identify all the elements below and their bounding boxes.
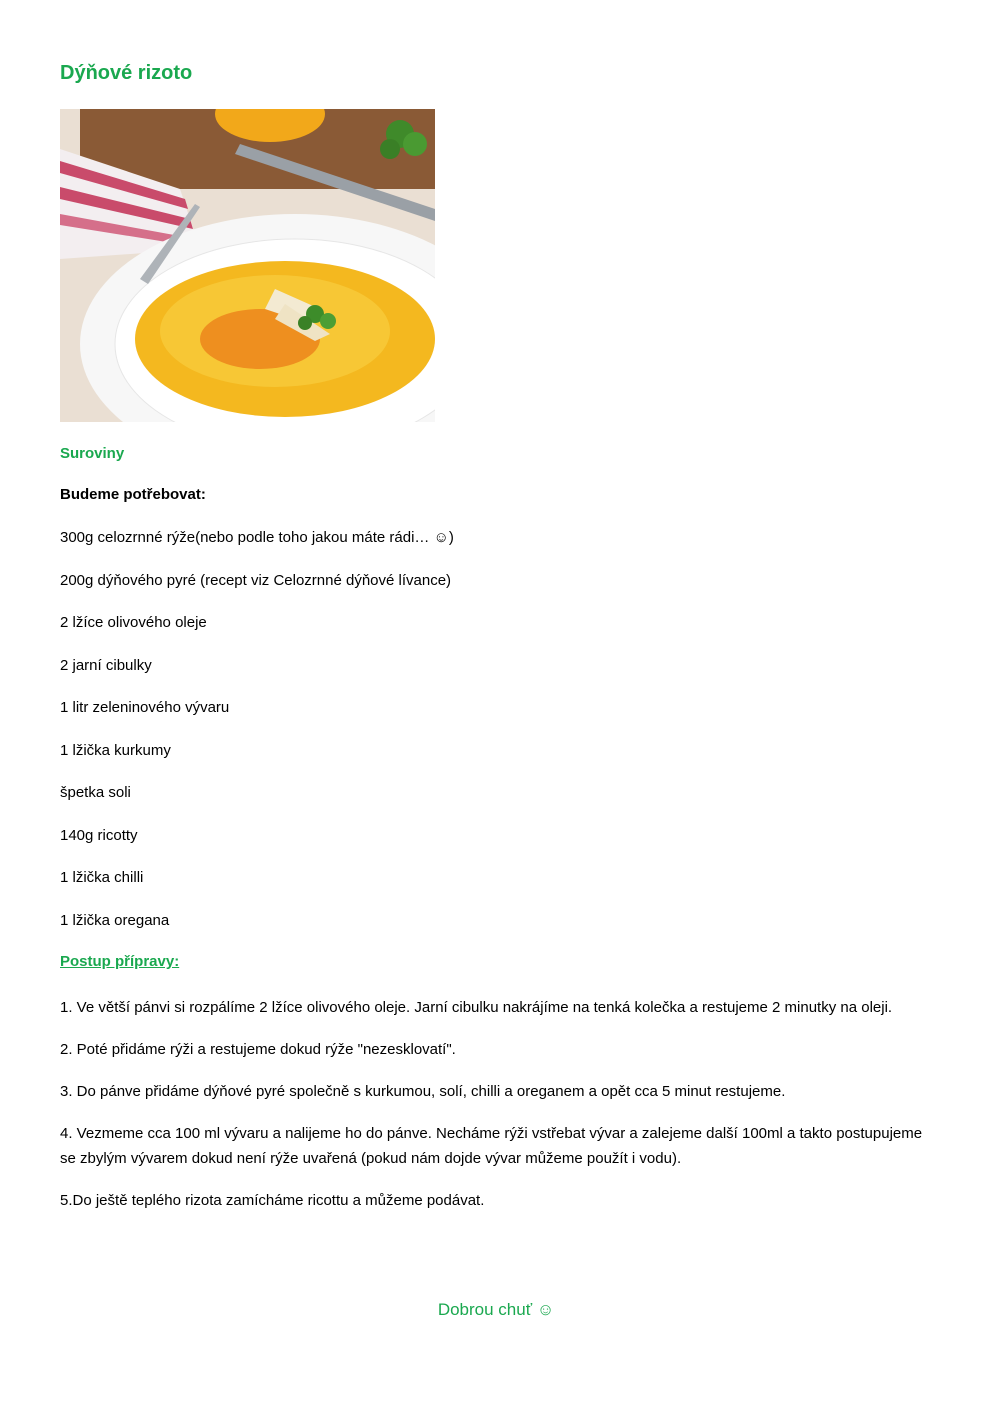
ingredient-item: 1 lžička chilli <box>60 869 144 886</box>
ingredient-item: 200g dýňového pyré (recept viz Celozrnné dýňové lívance) <box>60 571 452 589</box>
ingredient-item: 1 lžička oregana <box>60 911 170 929</box>
step-item: 3. Do pánve přidáme dýňové pyré společně s kurkumou, solí, chilli a oreganem a opět cca 5 minut restujeme. <box>60 1083 786 1100</box>
closing-greeting: Dobrou chuť ☺ <box>437 1300 555 1319</box>
ingredient-item: špetka soli <box>60 784 131 801</box>
page-title: Dýňové rizoto <box>60 62 193 84</box>
steps-list <box>60 995 930 1230</box>
step-item: 2. Poté přidáme rýži a restujeme dokud rýže "nezesklovatí". <box>60 1041 456 1058</box>
risotto-photo-icon <box>60 109 435 422</box>
ingredients-list <box>60 528 454 953</box>
ingredient-item: 300g celozrnné rýže(nebo podle toho jakou máte rádi… ☺) <box>60 529 454 546</box>
need-label: Budeme potřebovat: <box>60 486 206 503</box>
ingredient-item: 1 lžička kurkumy <box>60 741 171 759</box>
ingredient-item: 2 lžíce olivového oleje <box>60 614 207 631</box>
step-item: 4. Vezmeme cca 100 ml vývaru a nalijeme ho do pánve. Necháme rýži vstřebat vývar a zalejeme další 100ml a takto postupujeme se zbylým vývarem dokud není rýže uvařená (pokud nám dojde vývar můžeme použít i vodu). <box>60 1125 923 1167</box>
ingredient-item: 2 jarní cibulky <box>60 656 152 674</box>
step-item: 1. Ve větší pánvi si rozpálíme 2 lžíce olivového oleje. Jarní cibulku nakrájíme na tenká kolečka a restujeme 2 minutky na oleji. <box>60 999 893 1016</box>
step-item: 5.Do ještě teplého rizota zamícháme ricottu a můžeme podávat. <box>60 1192 485 1209</box>
ingredients-heading: Suroviny <box>60 445 125 462</box>
ingredient-item: 140g ricotty <box>60 826 138 844</box>
steps-heading: Postup přípravy: <box>60 953 180 970</box>
ingredient-item: 1 litr zeleninového vývaru <box>60 699 230 716</box>
